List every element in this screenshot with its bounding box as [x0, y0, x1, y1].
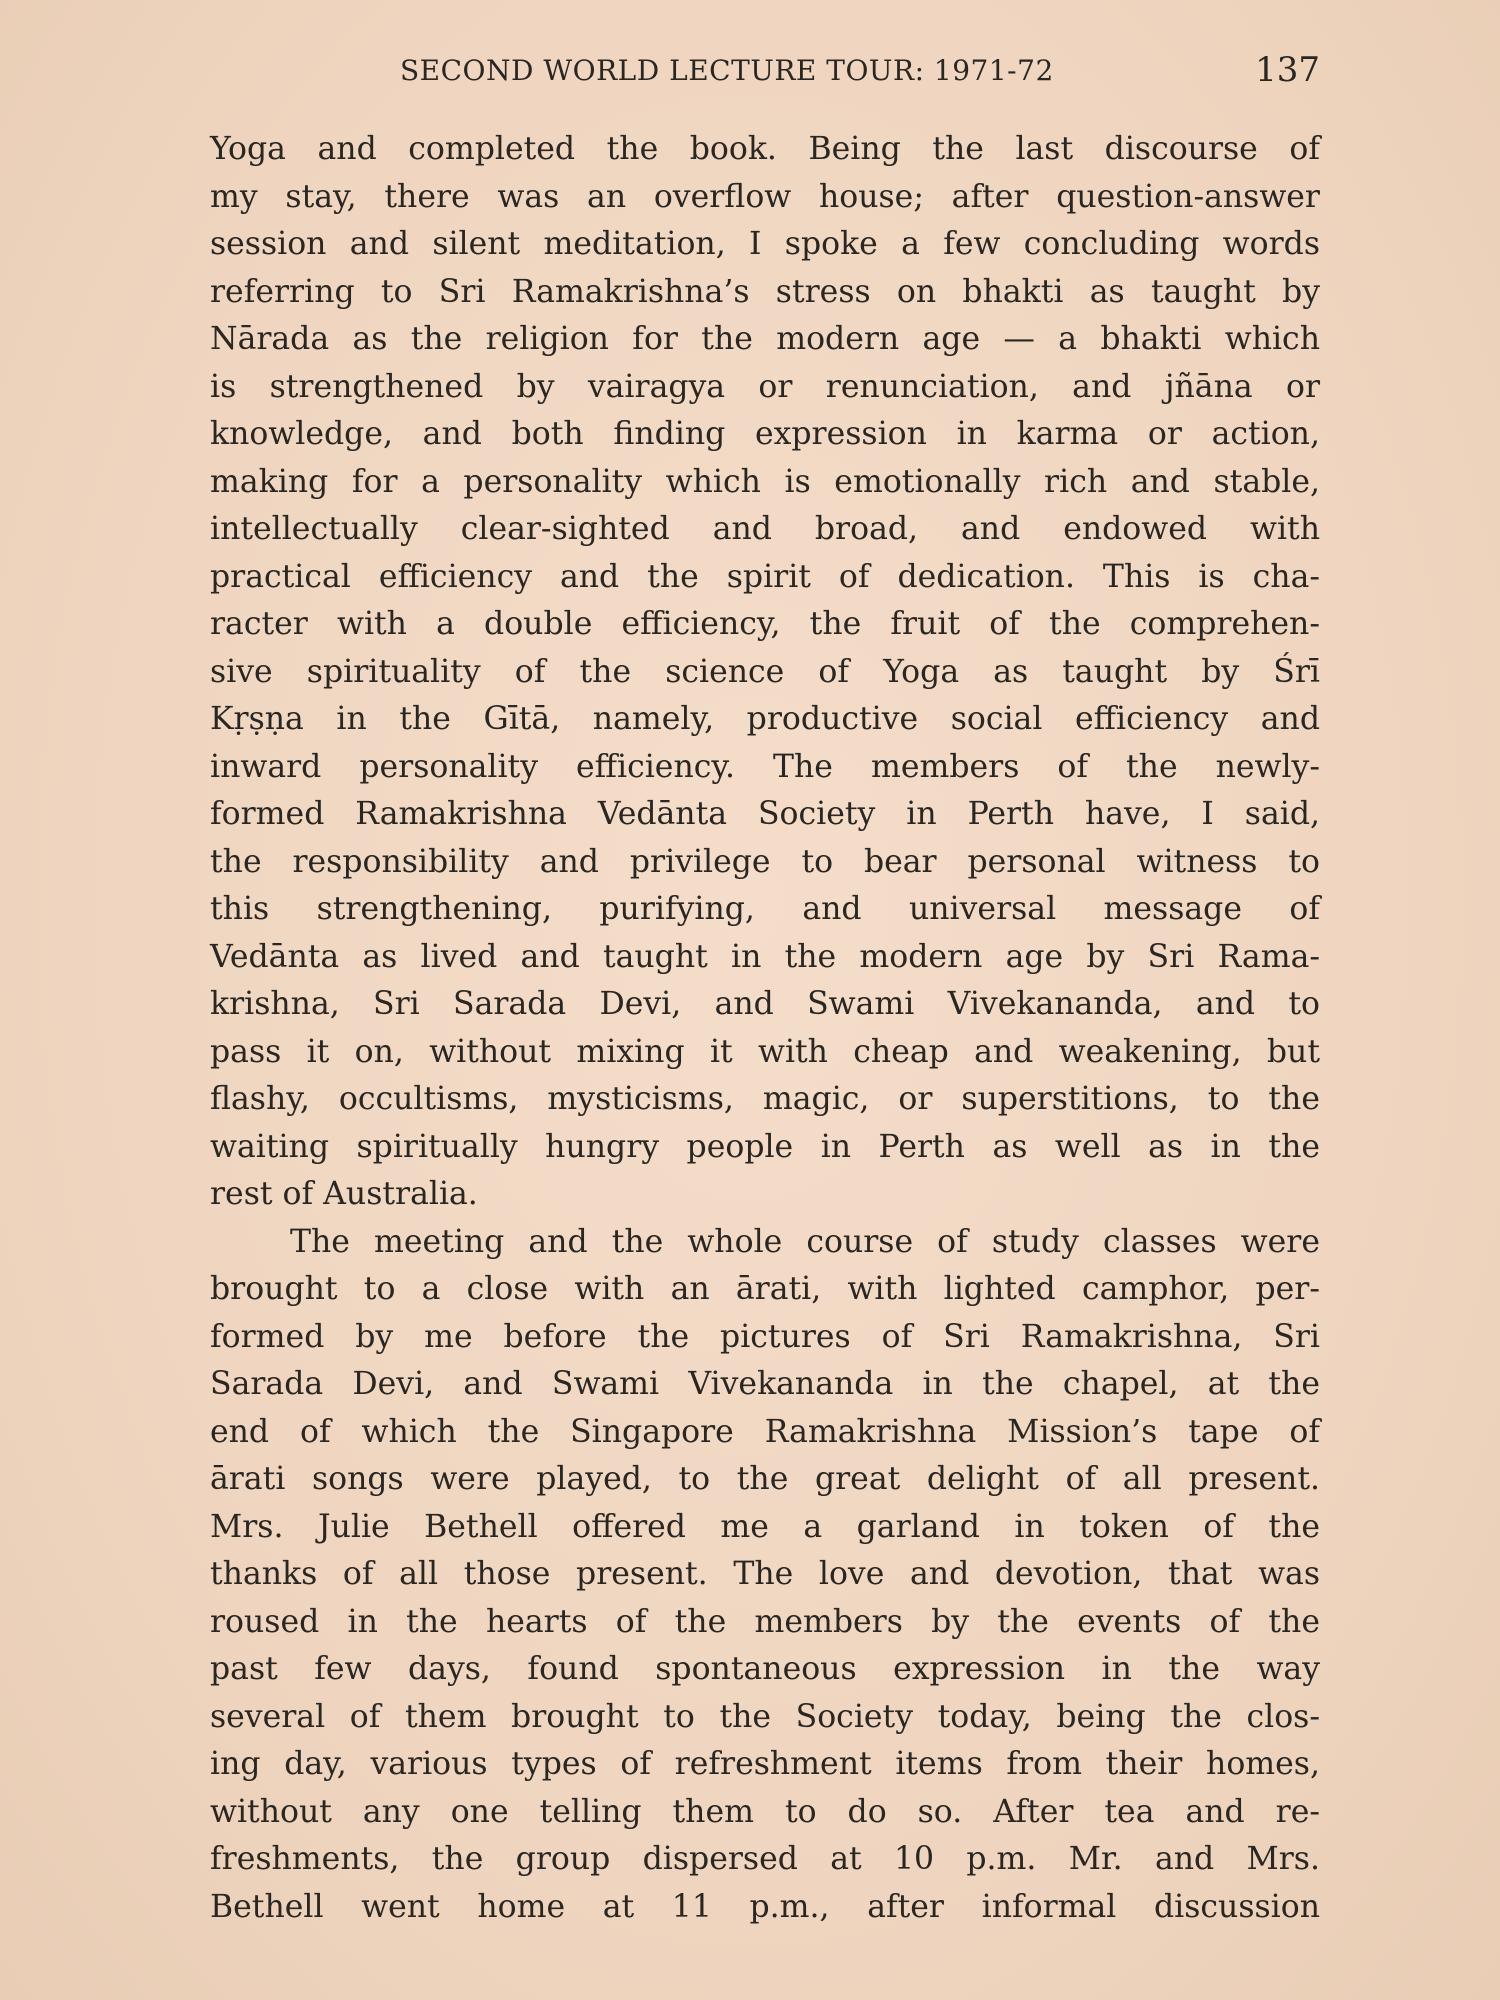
text-line: past few days, found spontaneous expression in the way	[210, 1651, 1320, 1687]
text-line: end of which the Singapore Ramakrishna Mission’s tape of	[210, 1413, 1320, 1450]
text-line: Sarada Devi, and Swami Vivekananda in the chapel, at the	[210, 1366, 1320, 1402]
text-line: Mrs. Julie Bethell offered me a garland in token of the	[210, 1508, 1320, 1545]
text-line: freshments, the group dispersed at 10 p.m. Mr. and Mrs.	[210, 1841, 1320, 1877]
running-title: SECOND WORLD LECTURE TOUR: 1971-72	[400, 54, 1054, 87]
text-line: ārati songs were played, to the great delight of all present.	[210, 1461, 1320, 1497]
text-line: flashy, occultisms, mysticisms, magic, or superstitions, to the	[210, 1081, 1320, 1117]
body-text	[210, 126, 1320, 1931]
text-line: session and silent meditation, I spoke a few concluding words	[210, 226, 1320, 262]
text-line: Bethell went home at 11 p.m., after informal discussion	[210, 1888, 1320, 1925]
text-line: Nārada as the religion for the modern age — a bhakti which	[210, 321, 1320, 357]
text-line: sive spirituality of the science of Yoga as taught by Śrī	[210, 653, 1320, 690]
text-line: waiting spiritually hungry people in Perth as well as in the	[210, 1128, 1320, 1165]
text-line: Kṛṣṇa in the Gītā, namely, productive social efficiency and	[210, 701, 1320, 737]
text-line: thanks of all those present. The love and devotion, that was	[210, 1556, 1320, 1592]
text-line: racter with a double efficiency, the fruit of the comprehen-	[210, 606, 1320, 642]
text-line: several of them brought to the Society today, being the clos-	[210, 1698, 1320, 1735]
text-line: is strengthened by vairagya or renunciation, and jñāna or	[210, 368, 1320, 405]
text-line: making for a personality which is emotionally rich and stable,	[210, 463, 1320, 500]
page-number: 137	[1255, 50, 1320, 90]
text-line: knowledge, and both finding expression in karma or action,	[210, 416, 1320, 452]
text-line: The meeting and the whole course of study classes were	[290, 1223, 1320, 1260]
text-line: formed by me before the pictures of Sri Ramakrishna, Sri	[210, 1318, 1320, 1355]
text-line: brought to a close with an ārati, with lighted camphor, per-	[210, 1271, 1320, 1307]
text-line: inward personality efficiency. The members of the newly-	[210, 748, 1320, 785]
text-line: this strengthening, purifying, and universal message of	[210, 891, 1320, 927]
text-line: referring to Sri Ramakrishna’s stress on bhakti as taught by	[210, 273, 1320, 310]
text-line: the responsibility and privilege to bear personal witness to	[210, 843, 1320, 880]
text-line: Yoga and completed the book. Being the last discourse of	[210, 131, 1320, 167]
text-line: Vedānta as lived and taught in the modern age by Sri Rama-	[210, 938, 1320, 975]
text-line: my stay, there was an overflow house; after question-answer	[210, 178, 1320, 215]
text-line: krishna, Sri Sarada Devi, and Swami Vivekananda, and to	[210, 986, 1320, 1022]
text-line: roused in the hearts of the members by the events of the	[210, 1603, 1320, 1640]
text-line: pass it on, without mixing it with cheap and weakening, but	[210, 1033, 1320, 1070]
text-line: ing day, various types of refreshment items from their homes,	[210, 1746, 1320, 1782]
text-line: intellectually clear-sighted and broad, and endowed with	[210, 511, 1320, 547]
text-line: without any one telling them to do so. After tea and re-	[210, 1793, 1320, 1830]
text-line: formed Ramakrishna Vedānta Society in Perth have, I said,	[210, 796, 1320, 832]
text-line: rest of Australia.	[210, 1176, 478, 1212]
text-line: practical efficiency and the spirit of dedication. This is cha-	[210, 558, 1320, 595]
running-header	[400, 50, 1320, 94]
